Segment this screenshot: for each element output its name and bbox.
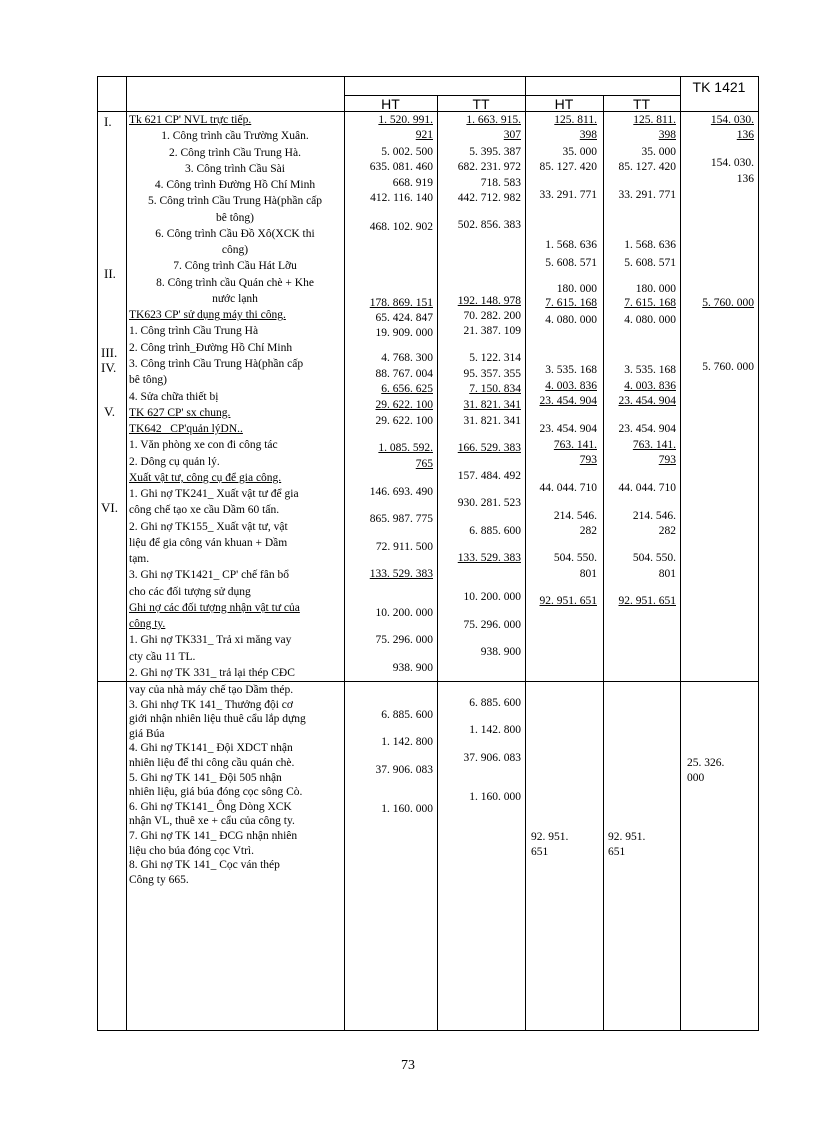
desc-line: nước lạnh: [212, 292, 258, 305]
col-ht1-value: 1. 160. 000: [381, 803, 433, 815]
col-ht1-value: 938. 900: [392, 662, 433, 674]
col-tt1-value: 5. 395. 387: [469, 146, 521, 158]
col-ht1-value: 1. 142. 800: [381, 736, 433, 748]
col-tk-value: 154. 030.: [710, 157, 754, 169]
col-tt1-value: 1. 142. 800: [469, 724, 521, 736]
desc-line: 1. Công trình Cầu Trung Hà: [129, 325, 259, 338]
desc-line: tạm.: [129, 553, 150, 566]
desc-line: Ghi nợ các đối tượng nhận vật tư của: [129, 601, 300, 614]
col-tt2-value: 3. 535. 168: [624, 364, 676, 376]
desc-line: TK623 CP' sử dụng máy thi công.: [129, 309, 286, 322]
col-ht2-value: 1. 568. 636: [545, 239, 597, 251]
col-ht2-value: 35. 000: [562, 146, 597, 158]
col-ht2-value: 44. 044. 710: [539, 482, 597, 494]
desc-line: Tk 621 CP' NVL trực tiếp.: [129, 114, 252, 126]
bottom-ht2-a: 92. 951.: [531, 831, 569, 843]
col-ht2-value: 92. 951. 651: [539, 595, 597, 607]
col-ht2-value: 763. 141.: [553, 439, 597, 451]
desc-line: nhận VL, thuê xe + cẩu của công ty.: [129, 815, 295, 828]
col-tt1-value: 10. 200. 000: [463, 591, 521, 603]
desc-line: công chế tạo xe cầu Dầm 60 tấn.: [129, 504, 280, 517]
desc-line: TK642_ CP'quản lýDN..: [129, 423, 243, 436]
col-ht1-value: 19. 909. 000: [375, 327, 433, 339]
col-tt1-value: 718. 583: [480, 177, 521, 189]
col-ht2-value: 23. 454. 904: [539, 423, 597, 435]
desc-line: công): [221, 244, 249, 257]
col-tt2-value: 7. 615. 168: [624, 297, 676, 309]
col-ht1-value: 10. 200. 000: [375, 607, 433, 619]
desc-line: 6. Ghi nợ TK141_ Ông Dòng XCK: [129, 800, 292, 813]
bottom-tt2-b: 651: [608, 846, 626, 858]
section-divider: [97, 681, 759, 682]
bottom-ht2-b: 651: [531, 846, 549, 858]
col-ht2-value: 4. 080. 000: [545, 314, 597, 326]
desc-line: liệu để gia công ván khuan + Dầm: [129, 536, 288, 549]
header-ht-1: HT: [381, 96, 400, 112]
desc-line: 5. Công trình Cầu Trung Hà(phần cấp: [147, 195, 323, 208]
col-tt2-value: 763. 141.: [632, 439, 676, 451]
col-tt1-value: 442. 712. 982: [457, 192, 521, 204]
col-ht2-value: 3. 535. 168: [545, 364, 597, 376]
table-border-bottom: [97, 1030, 759, 1031]
roman-4: IV.: [101, 360, 117, 375]
desc-line: 6. Công trình Cầu Đồ Xô(XCK thi: [155, 227, 315, 240]
desc-line: bê tông): [129, 374, 168, 387]
header-tk1421: TK 1421: [692, 79, 746, 95]
col-ht2-value: 4. 003. 836: [545, 380, 597, 392]
desc-line: giá Búa: [129, 727, 165, 740]
roman-5: V.: [104, 404, 115, 419]
col-tt2-value: 4. 080. 000: [624, 314, 676, 326]
col-tt1-value: 166. 529. 383: [457, 442, 521, 454]
col-ht2-value: 398: [579, 129, 597, 141]
col-ht1-value: 1. 085. 592.: [378, 442, 433, 454]
col-tt2-value: 85. 127. 420: [618, 161, 676, 173]
desc-line: nhiên liệu để thi công cầu quán chè.: [129, 757, 295, 769]
desc-line: liệu cho búa đóng cọc Vtrì.: [129, 844, 254, 857]
col-tk-value: 5. 760. 000: [702, 297, 754, 309]
table-border-right: [758, 76, 759, 1031]
desc-line: vay của nhà máy chế tạo Dầm thép.: [129, 684, 294, 696]
desc-line: 1. Ghi nợ TK241_ Xuất vật tư để gia: [129, 488, 299, 501]
col-tk-value: 136: [736, 129, 754, 141]
col-tt1-value: 930. 281. 523: [457, 497, 521, 509]
desc-line: 3. Ghi nợ TK1421_ CP' chế fân bổ: [129, 569, 289, 582]
col-ht1-value: 865. 987. 775: [369, 513, 433, 525]
col-tt1-value: 307: [503, 129, 521, 141]
col-ht2-value: 214. 546.: [553, 510, 597, 522]
desc-line: 4. Công trình Đường Hồ Chí Minh: [154, 179, 316, 192]
col-ht1-value: 921: [415, 129, 433, 141]
header-tt-2: TT: [632, 96, 651, 112]
desc-line: 3. Công trình Cầu Sài: [185, 162, 285, 175]
col-tk-value: 136: [736, 173, 754, 185]
col-ht1-value: 88. 767. 004: [375, 368, 433, 380]
col-ht1-value: 29. 622. 100: [375, 415, 433, 427]
col-ht1-value: 29. 622. 100: [375, 399, 433, 411]
col-ht2-value: 7. 615. 168: [545, 297, 597, 309]
col-ht1-value: 6. 885. 600: [381, 709, 433, 721]
desc-line: 4. Sửa chữa thiết bị: [129, 390, 219, 403]
col-tt1-value: 1. 160. 000: [469, 791, 521, 803]
col-tt2-value: 1. 568. 636: [624, 239, 676, 251]
col-ht1-value: 668. 919: [392, 177, 433, 189]
col-tt2-value: 793: [658, 454, 676, 466]
col-tt2-value: 5. 608. 571: [624, 257, 676, 269]
desc-line: 3. Công trình Cầu Trung Hà(phần cấp: [129, 357, 304, 370]
col-ht1-value: 178. 869. 151: [369, 297, 433, 309]
desc-line: Xuất vật tư, công cụ để gia công.: [129, 471, 282, 484]
col-tt2-value: 398: [658, 129, 676, 141]
col-tt1-value: 157. 484. 492: [457, 470, 521, 482]
bottom-tk-b: 000: [687, 772, 705, 784]
desc-line: giới nhận nhiên liệu thuê cẩu lắp dựng: [129, 713, 306, 726]
col-tt1-value: 6. 885. 600: [469, 525, 521, 537]
col-tt1-value: 6. 885. 600: [469, 697, 521, 709]
col-ht1-value: 765: [415, 458, 433, 470]
col-tk-value: 5. 760. 000: [702, 361, 754, 373]
header-ht-2: HT: [554, 96, 574, 112]
desc-line: 2. Công trình_Đường Hồ Chí Minh: [129, 341, 293, 354]
col-ht2-value: 5. 608. 571: [545, 257, 597, 269]
bottom-tt2-a: 92. 951.: [608, 831, 646, 843]
col-ht2-value: 282: [579, 525, 597, 537]
roman-6: VI.: [101, 500, 118, 515]
col-tt1-value: 1. 663. 915.: [466, 114, 521, 126]
desc-line: 2. Ghi nợ TK 331_ trả lại thép CĐC: [129, 667, 295, 679]
table-border-top: [97, 76, 759, 77]
col-ht1-value: 5. 002. 500: [381, 146, 433, 158]
desc-line: 7. Ghi nợ TK 141_ ĐCG nhận nhiên: [129, 830, 298, 842]
col-ht2-value: 85. 127. 420: [539, 161, 597, 173]
col-ht2-value: 125. 811.: [554, 114, 597, 126]
col-ht1-value: 146. 693. 490: [369, 486, 433, 498]
desc-line: cty cầu 11 TL.: [129, 650, 196, 663]
desc-line: 2. Ghi nợ TK155_ Xuất vật tư, vật: [129, 520, 288, 533]
desc-line: 7. Công trình Cầu Hát Lỡu: [173, 260, 297, 273]
col-tt2-value: 180. 000: [635, 283, 676, 295]
col-tt2-value: 23. 454. 904: [618, 423, 676, 435]
col-tt1-value: 31. 821. 341: [463, 415, 521, 427]
col-tt1-value: 938. 900: [480, 646, 521, 658]
roman-3: III.: [101, 345, 118, 360]
desc-line: 5. Ghi nợ TK 141_ Đội 505 nhận: [129, 771, 282, 784]
col-ht1-value: 412. 116. 140: [370, 192, 433, 204]
col-ht1-value: 1. 520. 991.: [378, 114, 433, 126]
desc-line: cho các đối tượng sử dụng: [129, 585, 251, 598]
col-tt2-value: 125. 811.: [633, 114, 676, 126]
col-ht1-value: 65. 424. 847: [375, 312, 433, 324]
col-ht1-value: 635. 081. 460: [369, 161, 433, 173]
col-tt1-value: 192. 148. 978: [457, 295, 521, 307]
col-tt2-value: 44. 044. 710: [618, 482, 676, 494]
col-tt1-value: 502. 856. 383: [457, 219, 521, 231]
col-tk-value: 154. 030.: [710, 114, 754, 126]
col-divider-1: [126, 76, 127, 1031]
col-ht1-value: 4. 768. 300: [381, 352, 433, 364]
col-tt1-value: 70. 282. 200: [463, 310, 521, 322]
desc-line: 1. Ghi nợ TK331_ Trả xi măng vay: [129, 634, 292, 647]
col-ht1-value: 72. 911. 500: [375, 541, 433, 553]
table-border-left: [97, 76, 98, 1031]
roman-2: II.: [104, 266, 116, 281]
col-ht1-value: 37. 906. 083: [375, 764, 433, 776]
col-tt1-value: 133. 529. 383: [457, 552, 521, 564]
col-tt2-value: 801: [658, 568, 676, 580]
desc-line: Công ty 665.: [129, 873, 189, 886]
col-tt1-value: 682. 231. 972: [457, 161, 521, 173]
desc-line: 4. Ghi nợ TK141_ Đội XDCT nhận: [129, 742, 293, 755]
col-tt1-value: 5. 122. 314: [469, 352, 521, 364]
desc-line: bê tông): [215, 211, 254, 224]
col-divider-6: [680, 76, 681, 1031]
col-tt1-value: 7. 150. 834: [469, 383, 521, 395]
desc-line: 2. Dông cụ quản lý.: [129, 455, 220, 468]
col-ht1-value: 75. 296. 000: [375, 634, 433, 646]
header-tt-1: TT: [472, 96, 490, 112]
col-ht1-value: 133. 529. 383: [369, 568, 433, 580]
desc-line: 8. Ghi nợ TK 141_ Cọc ván thép: [129, 859, 280, 872]
col-ht2-value: 33. 291. 771: [539, 189, 597, 201]
col-ht1-value: 6. 656. 625: [381, 383, 433, 395]
col-tt2-value: 214. 546.: [632, 510, 676, 522]
col-tt1-value: 75. 296. 000: [463, 619, 521, 631]
col-tt2-value: 282: [658, 525, 676, 537]
desc-line: 1. Công trình cầu Trường Xuân.: [161, 130, 309, 143]
col-tt2-value: 504. 550.: [632, 552, 676, 564]
desc-line: 1. Văn phòng xe con đi công tác: [129, 439, 278, 452]
desc-line: công ty.: [129, 618, 166, 631]
col-ht2-value: 23. 454. 904: [539, 395, 597, 407]
col-tt2-value: 4. 003. 836: [624, 380, 676, 392]
col-tt2-value: 35. 000: [641, 146, 676, 158]
bottom-tk-a: 25. 326.: [687, 757, 725, 769]
col-ht2-value: 801: [579, 568, 597, 580]
col-tt2-value: 92. 951. 651: [618, 595, 676, 607]
desc-line: 2. Công trình Cầu Trung Hà.: [169, 146, 301, 159]
col-tt1-value: 37. 906. 083: [463, 752, 521, 764]
col-tt2-value: 23. 454. 904: [618, 395, 676, 407]
desc-line: TK 627 CP' sx chung.: [129, 406, 231, 419]
col-ht1-value: 468. 102. 902: [369, 221, 433, 233]
col-tt1-value: 95. 357. 355: [463, 368, 521, 380]
col-tt2-value: 33. 291. 771: [618, 189, 676, 201]
col-ht2-value: 504. 550.: [553, 552, 597, 564]
desc-line: 3. Ghi nhợ TK 141_ Thưởng đội cơ: [129, 698, 293, 711]
desc-line: nhiên liệu, giá búa đóng cọc sông Cò.: [129, 786, 303, 799]
col-tt1-value: 31. 821. 341: [463, 399, 521, 411]
desc-line: 8. Công trình cầu Quán chè + Khe: [156, 276, 314, 289]
col-ht2-value: 793: [579, 454, 597, 466]
page-number: 73: [401, 1058, 415, 1073]
col-ht2-value: 180. 000: [556, 283, 597, 295]
roman-1: I.: [104, 114, 112, 129]
col-tt1-value: 21. 387. 109: [463, 325, 521, 337]
